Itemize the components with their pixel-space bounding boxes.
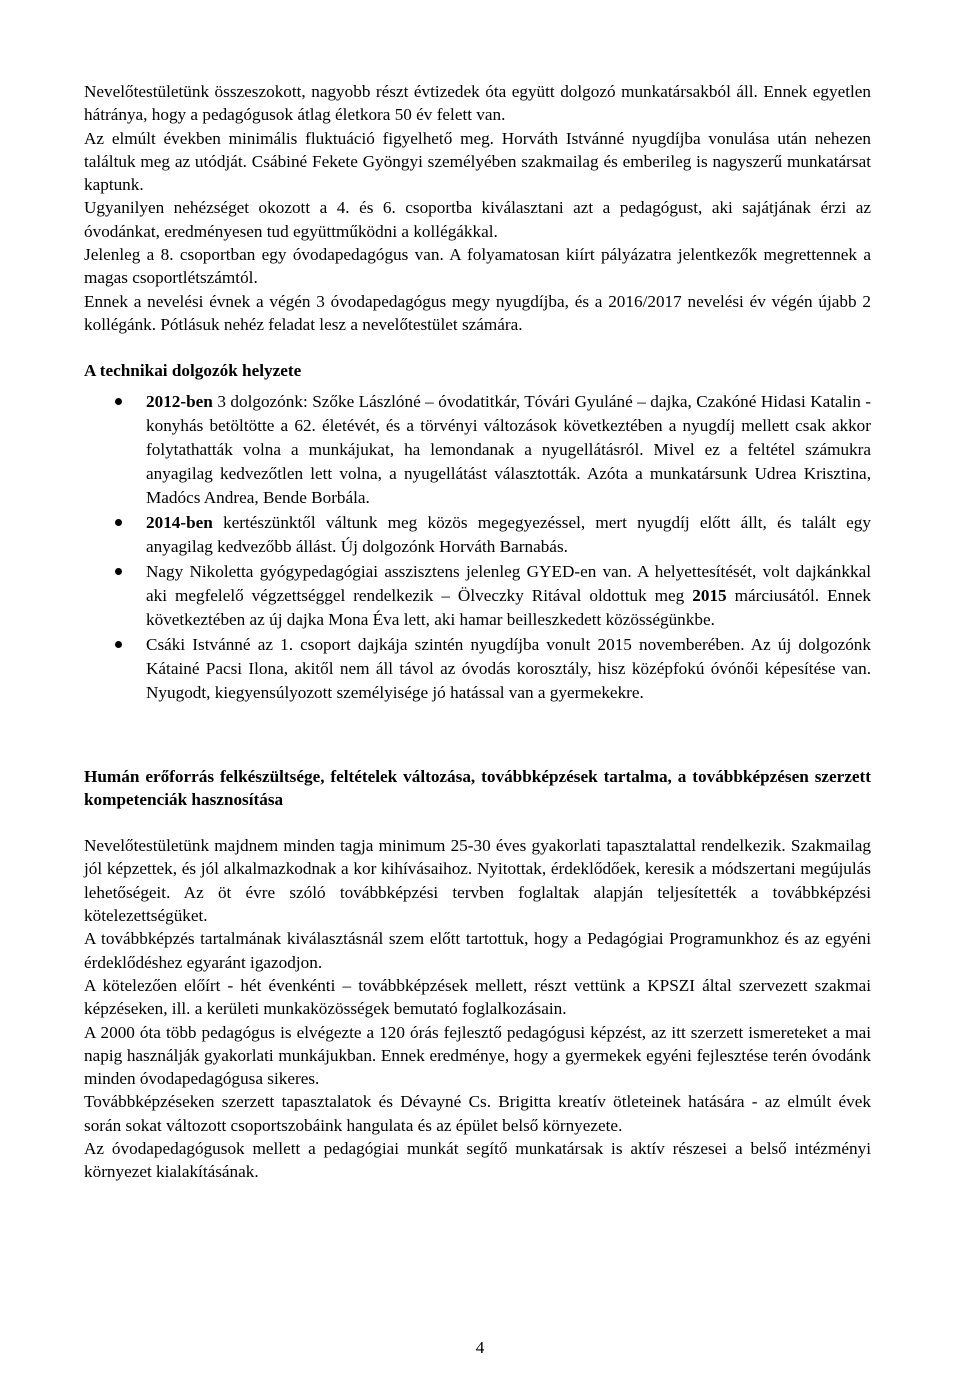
paragraph: Nevelőtestületünk összeszokott, nagyobb részt évtizedek óta együtt dolgozó munkatársakból áll. Ennek egyetlen hátránya, hogy a pedagógusok átlag életkora 50 év felett van.: [84, 82, 871, 125]
bullet-icon: [115, 398, 122, 405]
section-heading: A technikai dolgozók helyzete: [84, 361, 302, 381]
paragraph: A 2000 óta több pedagógus is elvégezte a 120 órás fejlesztő pedagógusi képzést, az itt szerzett ismereteket a mai napig használják gyakorlati munkájukban. Ennek eredménye, hogy a gyermekek egyéni fejlesztése terén óvodánk minden óvodapedagógusa sikeres.: [84, 1022, 871, 1089]
list-item: [146, 560, 871, 632]
list-item-text: Nagy Nikoletta gyógypedagógiai asszisztens jelenleg GYED-en van. A helyettesítését, volt dajkánkkal aki megfelelő végzettséggel rendelkezik – Ölveczky Ritával oldottuk meg: [146, 561, 871, 605]
year-label: 2012-ben: [146, 391, 213, 411]
paragraph: A kötelezően előírt - hét évenkénti – továbbképzések mellett, részt vettünk a KPSZI által szervezett szakmai képzéseken, ill. a kerületi munkaközösségek bemutató foglalkozásain.: [84, 975, 871, 1019]
year-label: 2014-ben: [146, 512, 213, 532]
paragraph: Ennek a nevelési évnek a végén 3 óvodapedagógus megy nyugdíjba, és a 2016/2017 nevelési év végén újabb 2 kollégánk. Pótlásuk nehéz feladat lesz a nevelőtestület számára.: [84, 291, 871, 334]
list-item: [146, 390, 871, 510]
section-heading: Humán erőforrás felkészültsége, feltételek változása, továbbképzések tartalma, a továbbképzésen szerzett kompetenciák hasznosítása: [84, 766, 871, 809]
list-item-text: 3 dolgozónk: Szőke Lászlóné – óvodatitkár, Tóvári Gyuláné – dajka, Czakóné Hidasi Katalin - konyhás betöltötte a 62. életévét, és a törvényi változások következtében a nyugdíj mellett csak akkor folytathatták volna a munkájukat, ha lemondanak a nyugellátásról. Mivel ez a feltétel számukra anyagilag kedvezőtlen lett volna, a nyugellátást választották. Azóta a munkatársunk Udrea Krisztina, Madócs Andrea, Bende Borbála.: [146, 391, 871, 507]
year-label: 2015: [692, 585, 727, 605]
bullet-list: [84, 390, 871, 705]
paragraph: Az óvodapedagógusok mellett a pedagógiai munkát segítő munkatársak is aktív részesei a belső intézményi környezet kialakításának.: [84, 1139, 871, 1182]
bullet-icon: [115, 519, 122, 526]
paragraph: Továbbképzéseken szerzett tapasztalatok és Dévayné Cs. Brigitta kreatív ötleteinek hatására - az elmúlt évek során sokat változott csoportszobáink hangulata és az épület belső környezete.: [84, 1092, 871, 1135]
paragraph: A továbbképzés tartalmának kiválasztásnál szem előtt tartottuk, hogy a Pedagógiai Programunkhoz és az egyéni érdeklődéshez egyaránt igazodjon.: [84, 929, 871, 972]
list-item-text: márciusától. Ennek következtében az új dajka Mona Éva lett, aki hamar beilleszkedett közösségünkbe.: [146, 585, 871, 629]
bullet-icon: [115, 568, 122, 575]
paragraph: Jelenleg a 8. csoportban egy óvodapedagógus van. A folyamatosan kiírt pályázatra jelentkezők megrettennek a magas csoportlétszámtól.: [84, 245, 871, 288]
section-body: [84, 834, 871, 1183]
document-page: [84, 80, 871, 1184]
list-item-text: kertészünktől váltunk meg közös megegyezéssel, mert nyugdíj előtt állt, és talált egy anyagilag kedvezőbb állást. Új dolgozónk Horváth Barnabás.: [146, 512, 871, 556]
list-item: [146, 633, 871, 705]
bullet-icon: [115, 641, 122, 648]
list-item: [146, 511, 871, 559]
list-item-text: Csáki Istvánné az 1. csoport dajkája szintén nyugdíjba vonult 2015 novemberében. Az új dolgozónk Kátainé Pacsi Ilona, akitől nem áll távol az óvodás korosztály, hisz középfokú óvónői képesítése van. Nyugodt, kiegyensúlyozott személyisége jó hatással van a gyermekekre.: [146, 634, 871, 702]
technical-staff-section: [84, 359, 871, 704]
paragraph: Az elmúlt években minimális fluktuáció figyelhető meg. Horváth Istvánné nyugdíjba vonulása után nehezen találtuk meg az utódját. Csábiné Fekete Gyöngyi személyében szakmailag és emberileg is nagyszerű munkatársat kaptunk.: [84, 128, 871, 195]
page-number: 4: [475, 1338, 485, 1357]
paragraph: Nevelőtestületünk majdnem minden tagja minimum 25-30 éves gyakorlati tapasztalattal rendelkezik. Szakmailag jól képzettek, és jól alkalmazkodnak a kor kihívásaihoz. Nyitottak, érdeklődőek, keresik a módszertani megújulás lehetőségeit. Az öt évre szóló továbbképzési tervben foglaltak alapján teljesítették a továbbképzési kötelezettségüket.: [84, 836, 871, 926]
intro-section: [84, 80, 871, 336]
human-resources-section: [84, 765, 871, 1184]
paragraph: Ugyanilyen nehézséget okozott a 4. és 6. csoportba kiválasztani azt a pedagógust, aki sajátjának érzi az óvodánkat, eredményesen tud együttműködni a kollégákkal.: [84, 198, 871, 241]
